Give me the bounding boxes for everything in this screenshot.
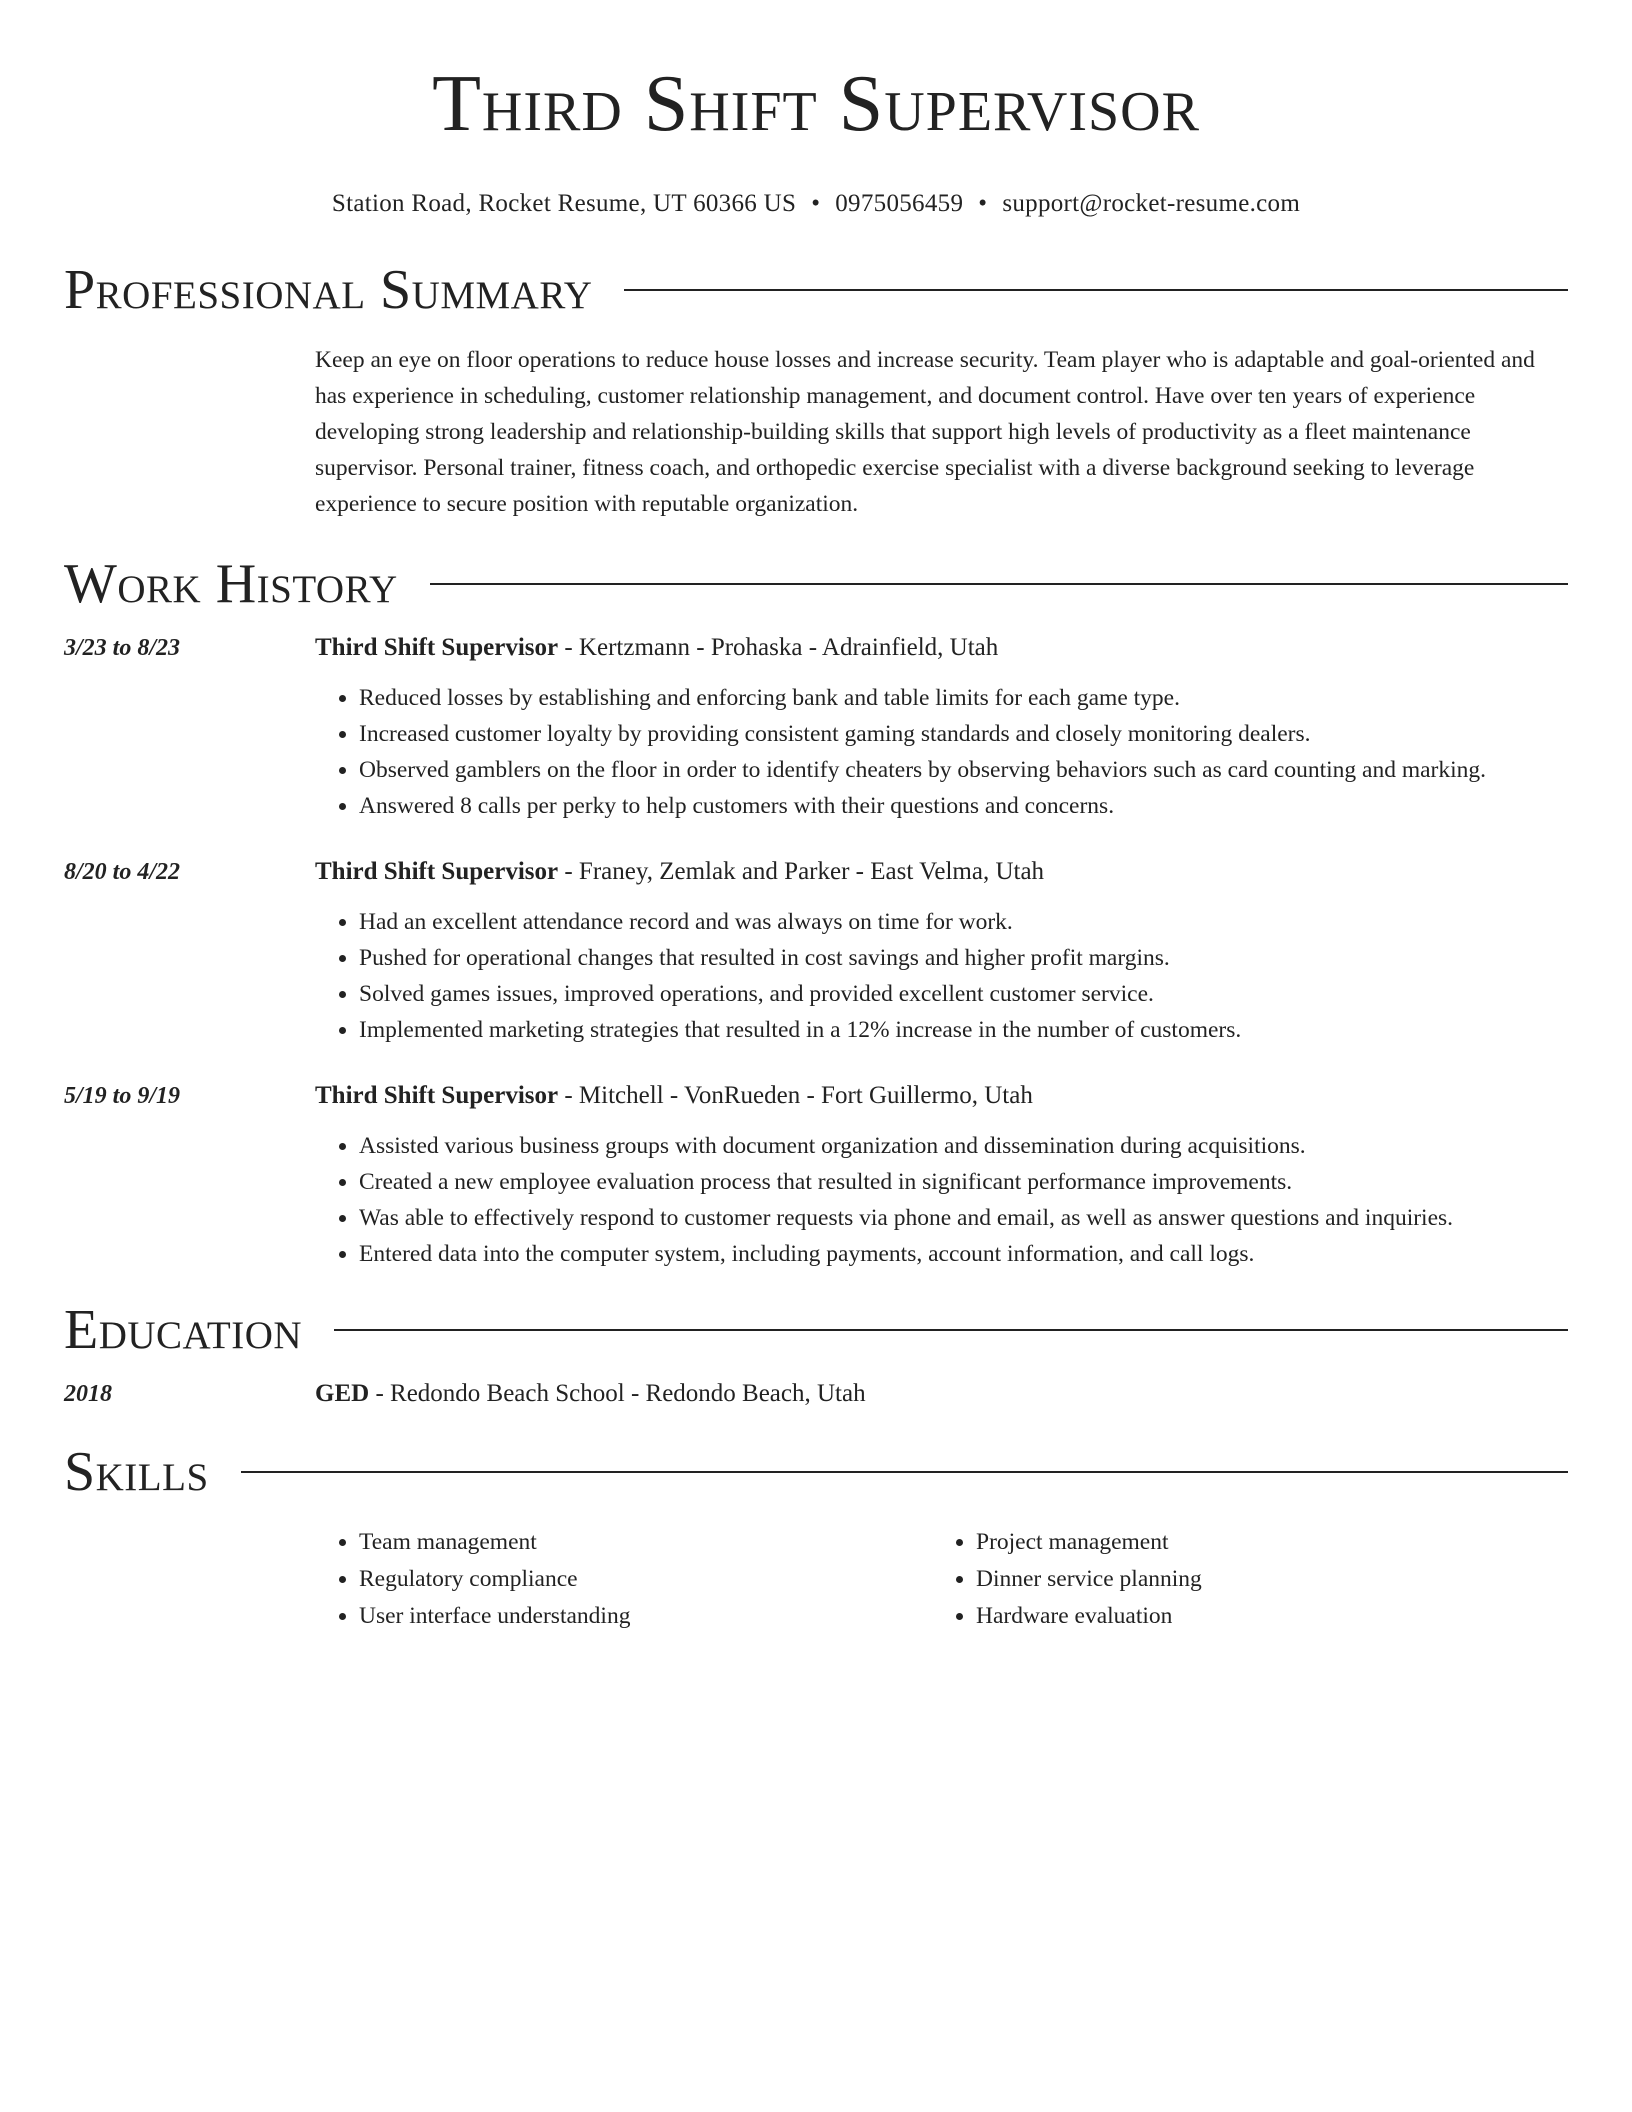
email: support@rocket-resume.com	[1002, 190, 1301, 217]
job-title-line	[315, 630, 1568, 666]
job-bullet: • Created a new employee evaluation process that resulted in significant performance improvements.	[359, 1164, 1568, 1200]
job-dates: 3/23 to 8/23	[64, 635, 181, 661]
section-divider	[241, 1471, 1568, 1473]
candidate-name: Third Shift Supervisor	[432, 60, 1200, 148]
job-entry	[64, 1078, 1568, 1272]
contact-line	[64, 188, 1568, 220]
work-section-header	[64, 552, 1568, 616]
job-bullet: • Entered data into the computer system, including payments, account information, and call logs.	[359, 1236, 1568, 1272]
section-divider	[430, 583, 1568, 585]
section-divider	[334, 1329, 1568, 1331]
education-entry	[64, 1376, 1568, 1412]
skill-item: • Project management	[976, 1524, 1549, 1561]
skill-item: • Hardware evaluation	[976, 1598, 1549, 1635]
job-bullet: • Had an excellent attendance record and was always on time for work.	[359, 904, 1568, 940]
job-details: - Franey, Zemlak and Parker - East Velma, Utah	[558, 858, 1045, 885]
job-bullet: • Reduced losses by establishing and enforcing bank and table limits for each game type.	[359, 680, 1568, 716]
education-degree: GED	[315, 1380, 370, 1407]
job-title: Third Shift Supervisor	[315, 634, 559, 661]
job-title: Third Shift Supervisor	[315, 1082, 559, 1109]
skills-section-header	[64, 1440, 1568, 1504]
job-entry	[64, 630, 1568, 824]
job-bullet: • Observed gamblers on the floor in order to identify cheaters by observing behaviors such as card counting and marking.	[359, 752, 1568, 788]
job-title: Third Shift Supervisor	[315, 858, 559, 885]
job-bullet: • Solved games issues, improved operations, and provided excellent customer service.	[359, 976, 1568, 1012]
skills-list	[315, 1524, 1568, 1635]
education-details: - Redondo Beach School - Redondo Beach, Utah	[369, 1380, 866, 1407]
skill-item: • User interface understanding	[359, 1598, 932, 1635]
skill-item: • Dinner service planning	[976, 1561, 1549, 1598]
separator-1: •	[811, 190, 821, 217]
skill-item: • Regulatory compliance	[359, 1561, 932, 1598]
job-bullets	[315, 680, 1568, 824]
separator-2: •	[978, 190, 988, 217]
education-year: 2018	[64, 1381, 112, 1407]
summary-text: Keep an eye on floor operations to reduce house losses and increase security. Team player who is adaptable and goal-oriented and has experience in scheduling, customer relationship management, and document control. Have over ten years of experience developing strong leadership and relationship-building skills that support high levels of productivity as a fleet maintenance supervisor. Personal trainer, fitness coach, and orthopedic exercise specialist with a diverse background seeking to leverage experience to secure position with reputable organization.	[315, 347, 1535, 517]
job-bullet: • Pushed for operational changes that resulted in cost savings and higher profit margins.	[359, 940, 1568, 976]
address: Station Road, Rocket Resume, UT 60366 US	[331, 190, 797, 217]
job-dates: 5/19 to 9/19	[64, 1083, 181, 1109]
job-bullet: • Assisted various business groups with document organization and dissemination during acquisitions.	[359, 1128, 1568, 1164]
summary-heading: Professional Summary	[64, 259, 593, 321]
section-divider	[624, 289, 1568, 291]
job-title-line	[315, 854, 1568, 890]
skills-column-left	[315, 1524, 932, 1635]
job-bullets	[315, 1128, 1568, 1272]
job-entry	[64, 854, 1568, 1048]
job-bullet: • Implemented marketing strategies that resulted in a 12% increase in the number of customers.	[359, 1012, 1568, 1048]
job-title-line	[315, 1078, 1568, 1114]
job-details: - Mitchell - VonRueden - Fort Guillermo, Utah	[558, 1082, 1033, 1109]
education-section-header	[64, 1298, 1568, 1362]
job-bullet: • Answered 8 calls per perky to help customers with their questions and concerns.	[359, 788, 1568, 824]
work-heading: Work History	[64, 553, 398, 615]
phone: 0975056459	[835, 190, 964, 217]
education-line	[315, 1376, 1568, 1412]
skills-column-right	[932, 1524, 1549, 1635]
skill-item: • Team management	[359, 1524, 932, 1561]
job-details: - Kertzmann - Prohaska - Adrainfield, Utah	[558, 634, 999, 661]
job-bullet: • Increased customer loyalty by providing consistent gaming standards and closely monitoring dealers.	[359, 716, 1568, 752]
job-bullets	[315, 904, 1568, 1048]
summary-section-header	[64, 258, 1568, 322]
education-heading: Education	[64, 1299, 303, 1361]
job-dates: 8/20 to 4/22	[64, 859, 181, 885]
skills-heading: Skills	[64, 1441, 209, 1503]
job-bullet: • Was able to effectively respond to customer requests via phone and email, as well as answer questions and inquiries.	[359, 1200, 1568, 1236]
